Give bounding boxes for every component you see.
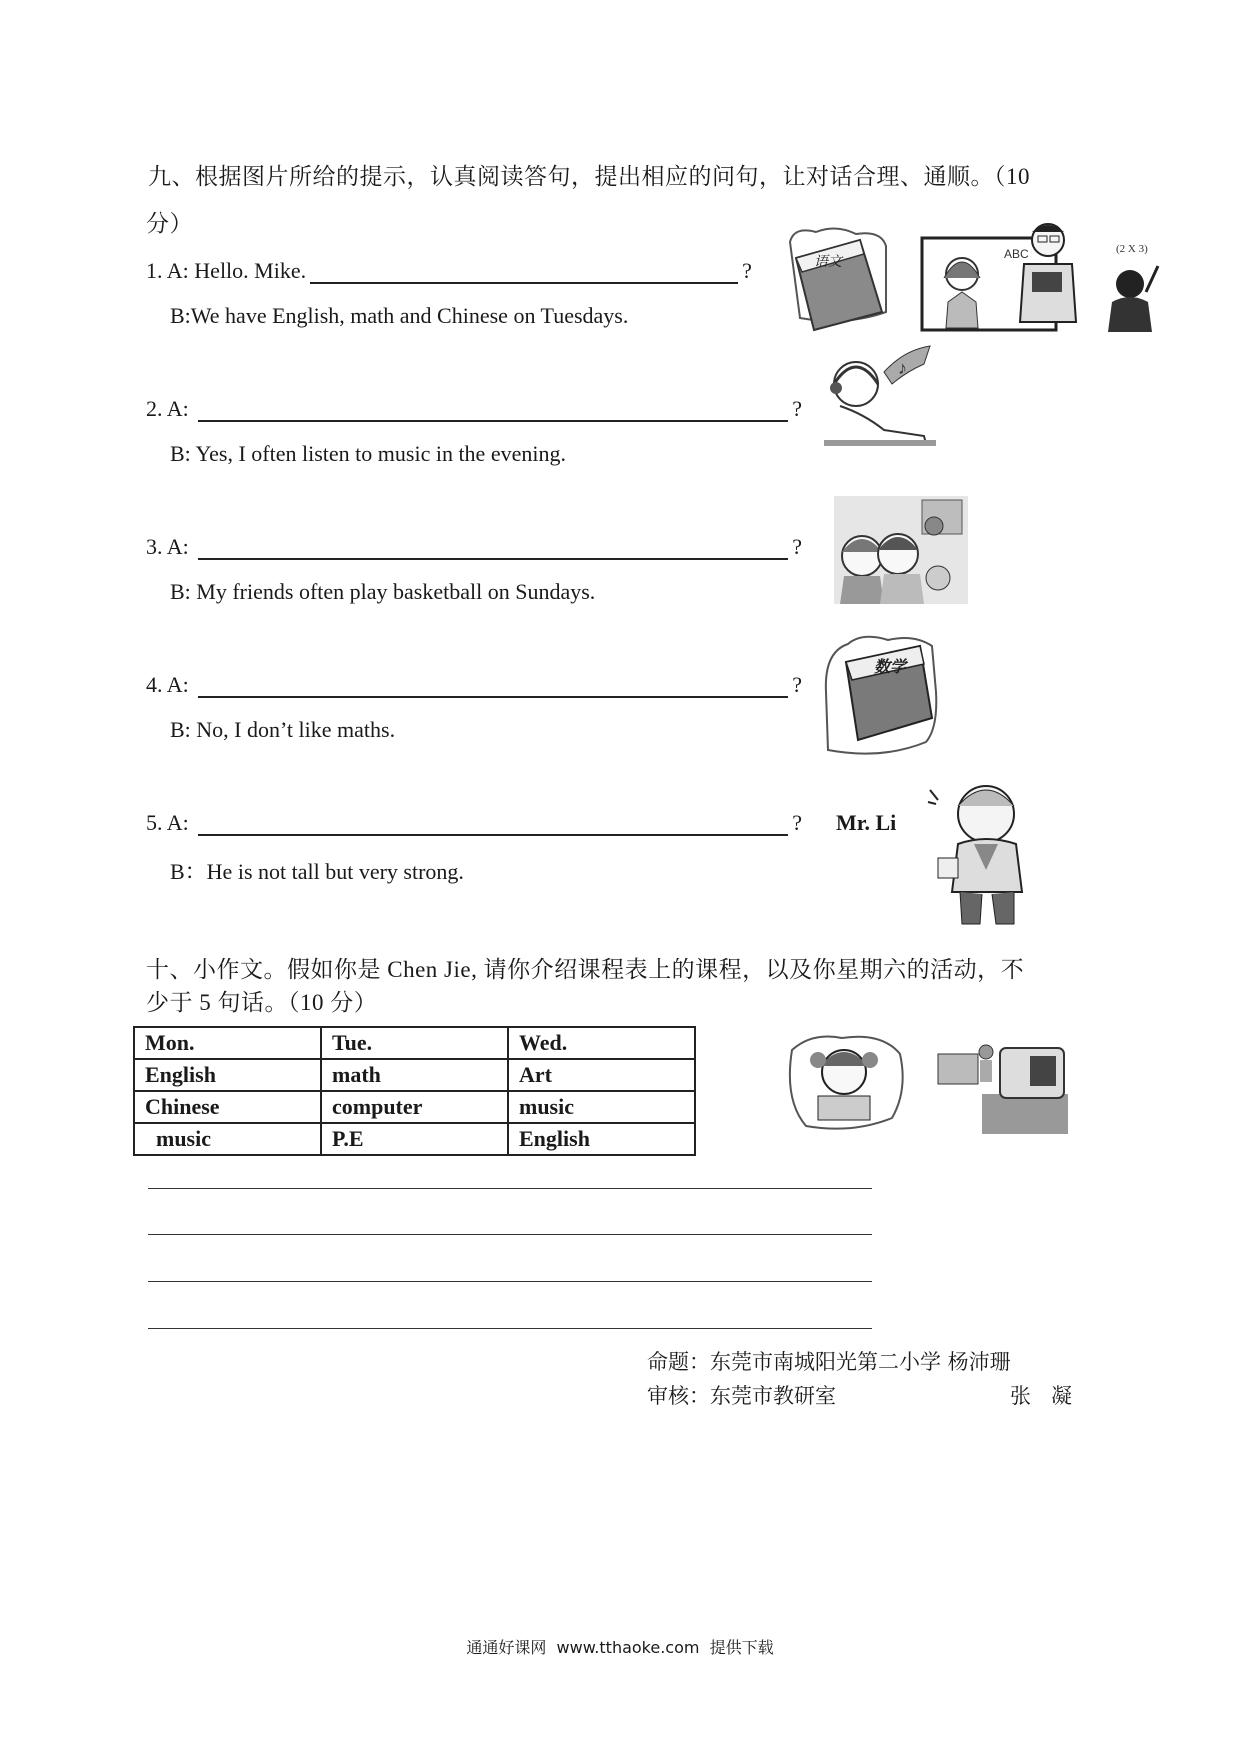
writing-line-4[interactable] <box>148 1328 872 1329</box>
question-2-mark: ? <box>792 396 803 421</box>
question-3-prompt: 3. A: <box>146 534 195 559</box>
question-1-mark: ? <box>742 258 752 283</box>
basketball-friends-illustration <box>834 496 968 604</box>
author-credit: 命题：东莞市南城阳光第二小学 杨沛珊 <box>647 1350 1011 1374</box>
table-cell: computer <box>321 1091 508 1123</box>
watching-tv-illustration <box>934 1034 1070 1134</box>
board-text: ABC <box>1004 247 1029 261</box>
writing-line-3[interactable] <box>148 1281 872 1282</box>
table-cell: Wed. <box>508 1027 695 1059</box>
writing-line-2[interactable] <box>148 1234 872 1235</box>
answer-blank-1[interactable] <box>310 258 738 284</box>
section10-heading-line1: 十、小作文。假如你是 Chen Jie, 请你介绍课程表上的课程，以及你星期六的活动，不 <box>146 957 1025 982</box>
reviewer-name: 张 凝 <box>1010 1384 1073 1408</box>
svg-text:♪: ♪ <box>898 358 907 378</box>
mr-li-illustration <box>924 774 1042 928</box>
reviewer-label: 审核：东莞市教研室 <box>647 1384 836 1408</box>
question-2-prompt: 2. A: <box>146 396 195 421</box>
mr-li-label: Mr. Li <box>836 810 897 835</box>
answer-5: B：He is not tall but very strong. <box>170 859 464 884</box>
answer-blank-4[interactable] <box>198 672 788 698</box>
answer-blank-5[interactable] <box>198 810 788 836</box>
footer-source: 通通好课网 www.tthaoke.com 提供下载 <box>466 1638 774 1657</box>
answer-2: B: Yes, I often listen to music in the evening. <box>170 441 566 466</box>
question-5 <box>146 810 802 836</box>
table-row <box>134 1059 695 1091</box>
question-3-mark: ? <box>792 534 803 559</box>
question-4-mark: ? <box>792 672 803 697</box>
section10-heading-line2: 少于 5 句话。（10 分） <box>146 990 378 1015</box>
maths-book-illustration <box>822 632 942 758</box>
svg-text:(2 X 3): (2 X 3) <box>1116 243 1148 255</box>
table-cell: Chinese <box>134 1091 321 1123</box>
question-2 <box>146 396 802 422</box>
section9-heading-line1: 九、根据图片所给的提示，认真阅读答句，提出相应的问句，让对话合理、通顺。（10 <box>148 164 1030 189</box>
question-3 <box>146 534 802 560</box>
answer-1: B:We have English, math and Chinese on Tuesdays. <box>170 303 629 328</box>
writing-line-1[interactable] <box>148 1188 872 1189</box>
answer-3: B: My friends often play basketball on Sundays. <box>170 579 596 604</box>
table-cell: music <box>134 1123 321 1155</box>
book1-title: 语文 <box>814 255 842 270</box>
table-header-row <box>134 1027 695 1059</box>
question-4 <box>146 672 802 698</box>
table-row <box>134 1123 695 1155</box>
question-1-prompt: 1. A: Hello. Mike. <box>146 258 307 283</box>
question-5-prompt: 5. A: <box>146 810 195 835</box>
table-cell: English <box>134 1059 321 1091</box>
table-cell: P.E <box>321 1123 508 1155</box>
answer-blank-3[interactable] <box>198 534 788 560</box>
table-cell: Tue. <box>321 1027 508 1059</box>
section9-heading-line2: 分） <box>146 211 193 236</box>
schedule-table <box>133 1026 696 1156</box>
classroom-illustration <box>786 222 1166 334</box>
girl-reading-illustration <box>782 1030 908 1132</box>
question-4-prompt: 4. A: <box>146 672 195 697</box>
question-5-mark: ? <box>792 810 803 835</box>
table-cell: English <box>508 1123 695 1155</box>
book2-title: 数学 <box>874 659 907 676</box>
question-1 <box>146 258 752 284</box>
table-cell: Art <box>508 1059 695 1091</box>
music-listener-illustration <box>814 344 936 456</box>
table-cell: Mon. <box>134 1027 321 1059</box>
table-row <box>134 1091 695 1123</box>
table-cell: music <box>508 1091 695 1123</box>
answer-blank-2[interactable] <box>198 396 788 422</box>
answer-4: B: No, I don’t like maths. <box>170 717 396 742</box>
table-cell: math <box>321 1059 508 1091</box>
